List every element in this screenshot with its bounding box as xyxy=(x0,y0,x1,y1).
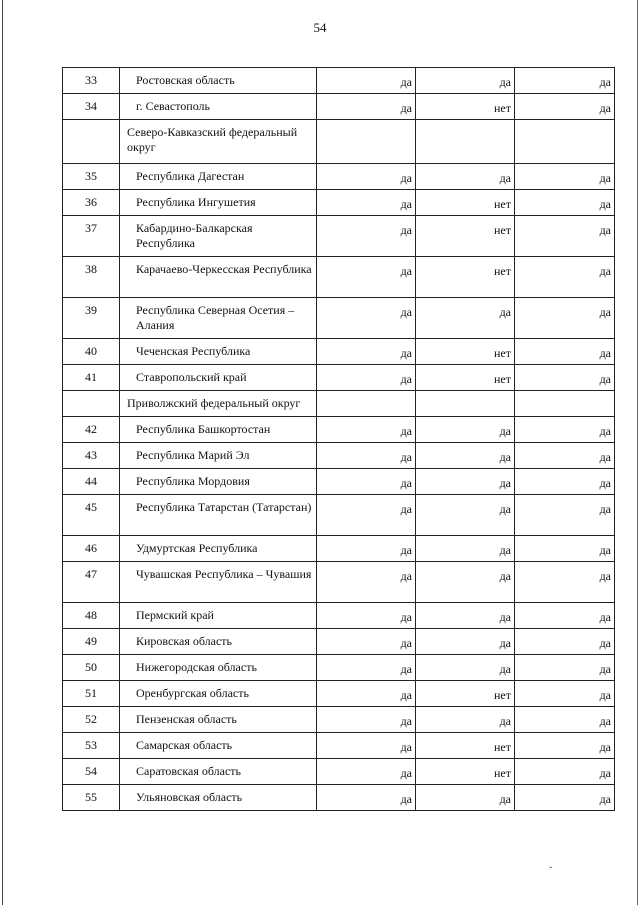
row-number-cell xyxy=(63,120,120,164)
row-number-cell: 49 xyxy=(63,629,120,655)
answer-cell-1: да xyxy=(317,655,416,681)
answer-cell-3: да xyxy=(515,495,615,536)
answer-cell-3: да xyxy=(515,707,615,733)
table-row xyxy=(63,562,615,603)
answer-cell-1: да xyxy=(317,629,416,655)
row-number-cell: 39 xyxy=(63,298,120,339)
answer-cell-1 xyxy=(317,391,416,417)
answer-cell-3: да xyxy=(515,759,615,785)
answer-cell-1: да xyxy=(317,681,416,707)
row-number-cell: 37 xyxy=(63,216,120,257)
region-name-cell: Республика Татарстан (Татарстан) xyxy=(120,495,317,536)
answer-cell-2: нет xyxy=(416,733,515,759)
table-row xyxy=(63,365,615,391)
region-name-cell: Ростовская область xyxy=(120,68,317,94)
table-row xyxy=(63,443,615,469)
region-name-cell: Республика Дагестан xyxy=(120,164,317,190)
region-name-cell: Кабардино-Балкарская Республика xyxy=(120,216,317,257)
answer-cell-3: да xyxy=(515,365,615,391)
answer-cell-2: да xyxy=(416,655,515,681)
answer-cell-1: да xyxy=(317,759,416,785)
answer-cell-1: да xyxy=(317,216,416,257)
table-row xyxy=(63,759,615,785)
row-number-cell: 51 xyxy=(63,681,120,707)
answer-cell-3: да xyxy=(515,603,615,629)
regions-table-body xyxy=(63,68,615,811)
answer-cell-3: да xyxy=(515,68,615,94)
row-number-cell: 43 xyxy=(63,443,120,469)
answer-cell-1: да xyxy=(317,707,416,733)
answer-cell-3: да xyxy=(515,629,615,655)
table-row xyxy=(63,94,615,120)
answer-cell-3: да xyxy=(515,536,615,562)
page-right-border xyxy=(637,0,638,905)
table-row xyxy=(63,417,615,443)
region-name-cell: Пермский край xyxy=(120,603,317,629)
answer-cell-1: да xyxy=(317,495,416,536)
row-number-cell: 55 xyxy=(63,785,120,811)
page-number: 54 xyxy=(313,20,327,35)
answer-cell-1: да xyxy=(317,257,416,298)
row-number-cell: 42 xyxy=(63,417,120,443)
answer-cell-2: да xyxy=(416,469,515,495)
row-number-cell xyxy=(63,391,120,417)
table-row xyxy=(63,469,615,495)
answer-cell-1: да xyxy=(317,733,416,759)
row-number-cell: 54 xyxy=(63,759,120,785)
answer-cell-3 xyxy=(515,120,615,164)
answer-cell-2 xyxy=(416,391,515,417)
answer-cell-2: да xyxy=(416,417,515,443)
answer-cell-1: да xyxy=(317,785,416,811)
region-name-cell: Республика Мордовия xyxy=(120,469,317,495)
row-number-cell: 40 xyxy=(63,339,120,365)
answer-cell-2: да xyxy=(416,164,515,190)
scan-mark: ˇ xyxy=(549,866,553,877)
region-name-cell: Нижегородская область xyxy=(120,655,317,681)
table-row xyxy=(63,733,615,759)
answer-cell-2: нет xyxy=(416,365,515,391)
answer-cell-1: да xyxy=(317,94,416,120)
answer-cell-1: да xyxy=(317,164,416,190)
answer-cell-2: нет xyxy=(416,257,515,298)
region-name-cell: г. Севастополь xyxy=(120,94,317,120)
answer-cell-3: да xyxy=(515,733,615,759)
answer-cell-3: да xyxy=(515,216,615,257)
answer-cell-1 xyxy=(317,120,416,164)
region-name-cell: Ульяновская область xyxy=(120,785,317,811)
answer-cell-2: нет xyxy=(416,339,515,365)
row-number-cell: 50 xyxy=(63,655,120,681)
answer-cell-1: да xyxy=(317,417,416,443)
region-name-cell: Республика Марий Эл xyxy=(120,443,317,469)
table-row xyxy=(63,707,615,733)
answer-cell-2: да xyxy=(416,629,515,655)
answer-cell-2: да xyxy=(416,536,515,562)
answer-cell-3 xyxy=(515,391,615,417)
answer-cell-2: да xyxy=(416,443,515,469)
table-row xyxy=(63,681,615,707)
row-number-cell: 38 xyxy=(63,257,120,298)
section-title-cell: Северо-Кавказский федеральный округ xyxy=(120,120,317,164)
row-number-cell: 33 xyxy=(63,68,120,94)
region-name-cell: Чувашская Республика – Чувашия xyxy=(120,562,317,603)
region-name-cell: Ставропольский край xyxy=(120,365,317,391)
answer-cell-3: да xyxy=(515,655,615,681)
region-name-cell: Удмуртская Республика xyxy=(120,536,317,562)
answer-cell-1: да xyxy=(317,298,416,339)
region-name-cell: Саратовская область xyxy=(120,759,317,785)
row-number-cell: 34 xyxy=(63,94,120,120)
table-row xyxy=(63,216,615,257)
region-name-cell: Чеченская Республика xyxy=(120,339,317,365)
answer-cell-3: да xyxy=(515,94,615,120)
table-row xyxy=(63,190,615,216)
section-title-cell: Приволжский федеральный округ xyxy=(120,391,317,417)
region-name-cell: Карачаево-Черкесская Республика xyxy=(120,257,317,298)
answer-cell-3: да xyxy=(515,469,615,495)
answer-cell-1: да xyxy=(317,190,416,216)
answer-cell-2: да xyxy=(416,785,515,811)
row-number-cell: 45 xyxy=(63,495,120,536)
row-number-cell: 53 xyxy=(63,733,120,759)
region-name-cell: Самарская область xyxy=(120,733,317,759)
table-row xyxy=(63,164,615,190)
region-name-cell: Республика Северная Осетия – Алания xyxy=(120,298,317,339)
answer-cell-2: да xyxy=(416,298,515,339)
regions-table xyxy=(62,67,615,811)
answer-cell-2: да xyxy=(416,562,515,603)
table-row xyxy=(63,785,615,811)
table-row xyxy=(63,339,615,365)
answer-cell-1: да xyxy=(317,339,416,365)
answer-cell-1: да xyxy=(317,469,416,495)
answer-cell-1: да xyxy=(317,603,416,629)
table-row xyxy=(63,495,615,536)
row-number-cell: 46 xyxy=(63,536,120,562)
answer-cell-1: да xyxy=(317,562,416,603)
table-row xyxy=(63,603,615,629)
row-number-cell: 52 xyxy=(63,707,120,733)
region-name-cell: Республика Башкортостан xyxy=(120,417,317,443)
row-number-cell: 47 xyxy=(63,562,120,603)
table-row xyxy=(63,655,615,681)
answer-cell-2: да xyxy=(416,603,515,629)
answer-cell-2: нет xyxy=(416,190,515,216)
answer-cell-2: нет xyxy=(416,216,515,257)
row-number-cell: 36 xyxy=(63,190,120,216)
page-left-border xyxy=(2,0,3,905)
answer-cell-3: да xyxy=(515,417,615,443)
answer-cell-1: да xyxy=(317,443,416,469)
table-row xyxy=(63,536,615,562)
answer-cell-2: нет xyxy=(416,759,515,785)
answer-cell-2: да xyxy=(416,707,515,733)
section-row xyxy=(63,391,615,417)
row-number-cell: 44 xyxy=(63,469,120,495)
region-name-cell: Пензенская область xyxy=(120,707,317,733)
answer-cell-3: да xyxy=(515,190,615,216)
answer-cell-3: да xyxy=(515,562,615,603)
answer-cell-2: нет xyxy=(416,94,515,120)
table-row xyxy=(63,298,615,339)
answer-cell-3: да xyxy=(515,443,615,469)
answer-cell-3: да xyxy=(515,164,615,190)
answer-cell-1: да xyxy=(317,536,416,562)
answer-cell-2: да xyxy=(416,495,515,536)
answer-cell-2: да xyxy=(416,68,515,94)
region-name-cell: Республика Ингушетия xyxy=(120,190,317,216)
row-number-cell: 41 xyxy=(63,365,120,391)
region-name-cell: Кировская область xyxy=(120,629,317,655)
table-row xyxy=(63,68,615,94)
table-row xyxy=(63,257,615,298)
answer-cell-2 xyxy=(416,120,515,164)
answer-cell-3: да xyxy=(515,257,615,298)
answer-cell-3: да xyxy=(515,785,615,811)
row-number-cell: 48 xyxy=(63,603,120,629)
row-number-cell: 35 xyxy=(63,164,120,190)
answer-cell-3: да xyxy=(515,681,615,707)
answer-cell-3: да xyxy=(515,339,615,365)
answer-cell-2: нет xyxy=(416,681,515,707)
table-row xyxy=(63,629,615,655)
section-row xyxy=(63,120,615,164)
answer-cell-1: да xyxy=(317,68,416,94)
answer-cell-1: да xyxy=(317,365,416,391)
region-name-cell: Оренбургская область xyxy=(120,681,317,707)
answer-cell-3: да xyxy=(515,298,615,339)
